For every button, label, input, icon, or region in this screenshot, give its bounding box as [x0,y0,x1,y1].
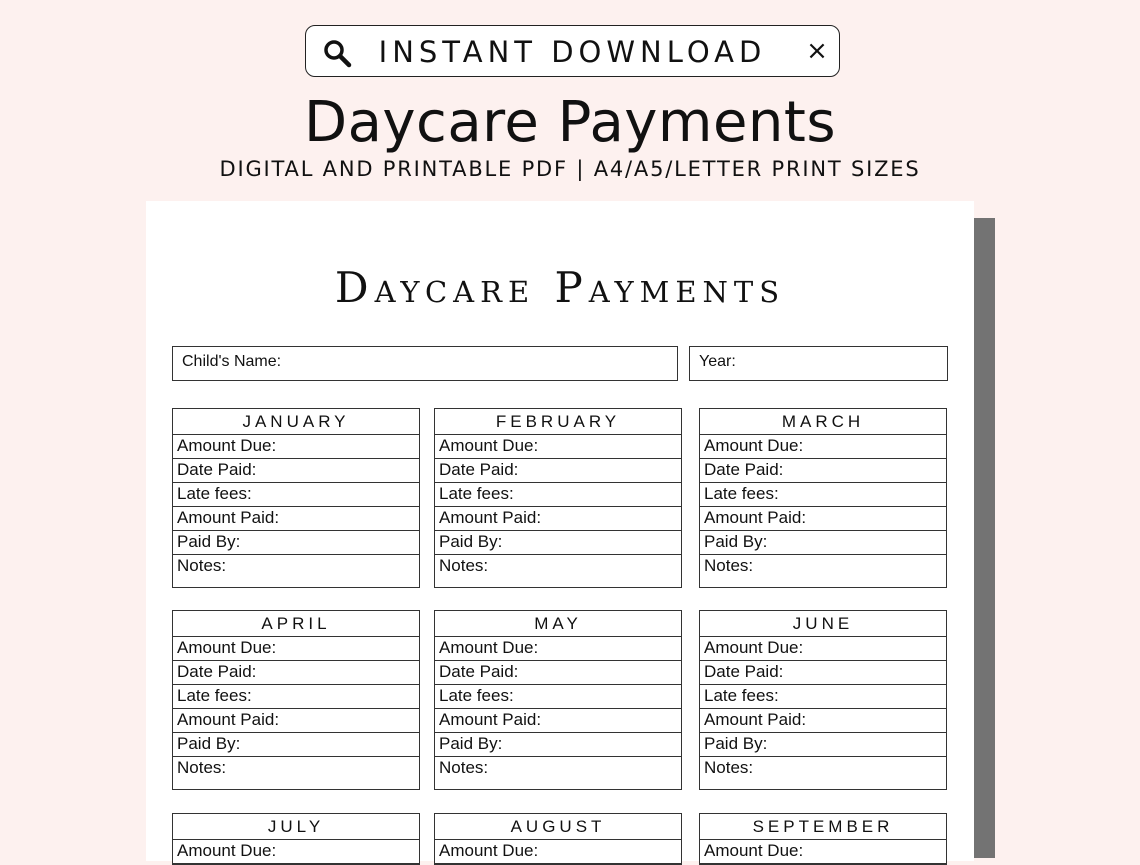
late-fees-row[interactable]: Late fees: [173,483,419,507]
month-block-june [699,610,947,790]
year-field[interactable]: Year: [689,346,948,381]
month-header: JULY [173,814,419,840]
paid-by-row[interactable]: Paid By: [173,733,419,757]
month-header: JUNE [700,611,946,637]
headline: Daycare Payments [303,90,837,155]
page-title: Daycare Payments [334,263,786,312]
month-header: APRIL [173,611,419,637]
subheadline: DIGITAL AND PRINTABLE PDF | A4/A5/LETTER PRINT SIZES [219,157,921,181]
amount-due-row[interactable]: Amount Due: [435,435,681,459]
late-fees-row[interactable]: Late fees: [700,685,946,709]
notes-row[interactable]: Notes: [704,758,754,777]
month-header: AUGUST [435,814,681,840]
close-icon[interactable]: × [806,36,828,66]
amount-paid-row[interactable]: Amount Paid: [435,709,681,733]
late-fees-row[interactable]: Late fees: [173,685,419,709]
amount-due-row[interactable]: Amount Due: [173,840,419,864]
month-header: MAY [435,611,681,637]
amount-due-row[interactable]: Amount Due: [700,840,946,864]
amount-paid-row[interactable]: Amount Paid: [435,507,681,531]
amount-paid-row[interactable]: Amount Paid: [700,709,946,733]
notes-row[interactable]: Notes: [439,758,489,777]
amount-due-row[interactable]: Amount Due: [700,435,946,459]
amount-due-row[interactable]: Amount Due: [435,637,681,661]
paid-by-row[interactable]: Paid By: [700,733,946,757]
amount-due-row[interactable]: Amount Due: [173,435,419,459]
date-paid-row[interactable]: Date Paid: [435,459,681,483]
late-fees-row[interactable]: Late fees: [435,483,681,507]
notes-row[interactable]: Notes: [177,556,227,575]
paid-by-row[interactable]: Paid By: [700,531,946,555]
date-paid-row[interactable]: Date Paid: [173,661,419,685]
amount-paid-row[interactable]: Amount Paid: [173,709,419,733]
paid-by-row[interactable]: Paid By: [435,531,681,555]
paid-by-row[interactable]: Paid By: [173,531,419,555]
notes-row[interactable]: Notes: [439,556,489,575]
month-block-may [434,610,682,790]
search-bar[interactable] [305,25,840,77]
date-paid-row[interactable]: Date Paid: [700,459,946,483]
child-name-field[interactable]: Child's Name: [172,346,678,381]
date-paid-row[interactable]: Date Paid: [173,459,419,483]
month-block-january [172,408,420,588]
month-header: JANUARY [173,409,419,435]
late-fees-row[interactable]: Late fees: [435,685,681,709]
notes-row[interactable]: Notes: [177,758,227,777]
paid-by-row[interactable]: Paid By: [435,733,681,757]
month-header: FEBRUARY [435,409,681,435]
month-block-september [699,813,947,865]
month-block-august [434,813,682,865]
printable-page [146,201,974,861]
amount-due-row[interactable]: Amount Due: [173,637,419,661]
amount-paid-row[interactable]: Amount Paid: [173,507,419,531]
month-block-april [172,610,420,790]
notes-row[interactable]: Notes: [704,556,754,575]
month-header: MARCH [700,409,946,435]
month-block-february [434,408,682,588]
month-block-march [699,408,947,588]
search-text: INSTANT DOWNLOAD [378,35,767,69]
amount-paid-row[interactable]: Amount Paid: [700,507,946,531]
date-paid-row[interactable]: Date Paid: [435,661,681,685]
amount-due-row[interactable]: Amount Due: [435,840,681,864]
date-paid-row[interactable]: Date Paid: [700,661,946,685]
month-header: SEPTEMBER [700,814,946,840]
late-fees-row[interactable]: Late fees: [700,483,946,507]
month-block-july [172,813,420,865]
amount-due-row[interactable]: Amount Due: [700,637,946,661]
